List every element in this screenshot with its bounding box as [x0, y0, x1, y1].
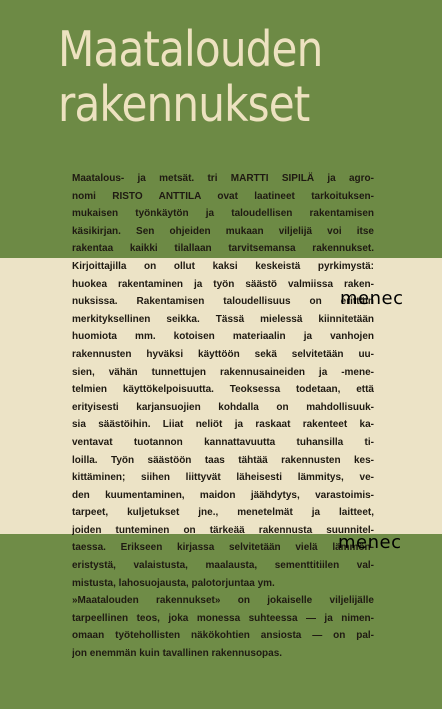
title-line-2: rakennukset: [58, 76, 310, 133]
blurb-line: erityisesti karjansuojien kohdalla on mahdollisuuk-: [72, 401, 374, 413]
blurb-line: taessa. Erikseen kirjassa selvitetään vielä lämmön-: [72, 542, 374, 554]
blurb-line: eristystä, valaistusta, maalausta, sementtitiilen val-: [72, 560, 374, 572]
blurb-line: käsikirjan. Sen ohjeiden mukaan viljelijä voi itse: [72, 225, 374, 237]
blurb-line: sien, vähän tunnettujen rakennusaineiden ja -mene-: [72, 366, 374, 378]
blurb-line: »Maatalouden rakennukset» on jokaiselle viljelijälle: [72, 595, 374, 607]
blurb-line: rakentaa kaikki tilallaan tarvitsemansa rakennukset.: [72, 243, 374, 255]
blurb-line: huokea rakentaminen ja työn säästö valmiissa raken-: [72, 278, 374, 290]
blurb-line: mukaisen työnkäytön ja taloudellisen rakentamisen: [72, 208, 374, 220]
blurb-line: nomi RISTO ANTTILA ovat laatineet tarkoituksen-: [72, 190, 374, 202]
blurb-line: nuksissa. Rakentamisen taloudellisuus on erittäin: [72, 296, 374, 308]
watermark-top: menec: [340, 288, 404, 309]
blurb-line: mistusta, lahosuojausta, palotorjuntaa ym.: [72, 577, 275, 589]
title-line-1: Maatalouden: [58, 21, 323, 78]
blurb-line: joiden tunteminen on tärkeää rakennusta suunnitel-: [72, 524, 374, 536]
blurb-line: jon enemmän kuin tavallinen rakennusopas.: [72, 648, 283, 660]
blurb-line: sia säästöihin. Liiat neliöt ja raskaat rakenteet ka-: [72, 419, 374, 431]
watermark-bottom: menec: [338, 532, 402, 553]
book-title: [58, 22, 376, 132]
blurb-line: tarpeet, kuljetukset jne., menetelmät ja laitteet,: [72, 507, 374, 519]
blurb-line: omaan työtehollisten näkökohtien ansiosta — on pal-: [72, 630, 374, 642]
blurb-text: [72, 170, 374, 663]
blurb-line: telmien käyttökelpoisuutta. Teoksessa todetaan, että: [72, 384, 374, 396]
blurb-line: den kuumentaminen, maidon jäähdytys, varastoimis-: [72, 489, 374, 501]
blurb-line: loilla. Työn säästöön taas tähtää rakennusten kes-: [72, 454, 374, 466]
blurb-line: ventavat tuotannon kannattavuutta tuhansilla ti-: [72, 436, 374, 448]
blurb-line: tarpeellinen teos, joka monessa suhteessa — ja nimen-: [72, 612, 374, 624]
blurb-line: merkityksellinen seikka. Tässä mielessä kiinnitetään: [72, 313, 374, 325]
blurb-line: Maatalous- ja metsät. tri MARTTI SIPILÄ ja agro-: [72, 173, 374, 184]
blurb-line: Kirjoittajilla on ollut kaksi keskeistä pyrkimystä:: [72, 260, 374, 272]
blurb-line: huomiota mm. kotoisen materiaalin ja vanhojen: [72, 331, 374, 343]
blurb-line: rakennusten hyväksi käyttöön sekä selvitetään uu-: [72, 348, 374, 360]
blurb-line: kittäminen; siihen liittyvät läheisesti lämmitys, ve-: [72, 472, 374, 484]
